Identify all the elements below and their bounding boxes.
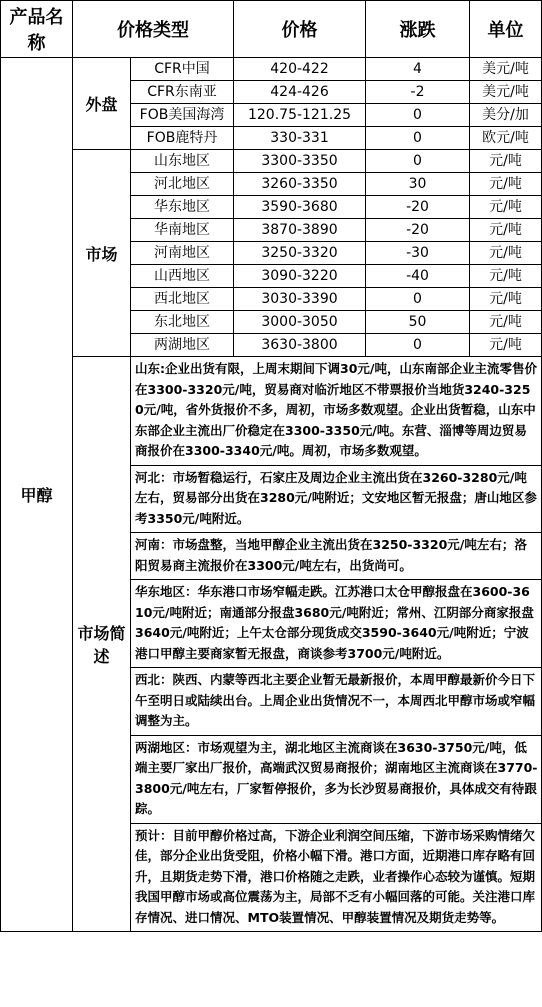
price-cell: 3090-3220 bbox=[234, 265, 366, 288]
unit-cell: 元/吨 bbox=[470, 288, 542, 311]
header-product-name: 产品名称 bbox=[1, 1, 73, 58]
price-type-cell: CFR中国 bbox=[131, 58, 234, 81]
summary-paragraph-forecast: 预计：目前甲醇价格过高，下游企业利润空间压缩，下游市场采购情绪欠佳，部分企业出货受阻，价格小幅下滑。港口方面，近期港口库存略有回升，且期货走势下滑，港口价格随之走跌，业者操作心态较为谨慎。短期我国甲醇市场或高位震荡为主，局部不乏有小幅回落的可能。关注港口库存情况、进口情况、MTO装置情况、甲醇装置情况及期货走势等。 bbox=[131, 823, 542, 932]
price-type-cell: 华东地区 bbox=[131, 196, 234, 219]
header-price: 价格 bbox=[234, 1, 366, 58]
price-cell: 3030-3390 bbox=[234, 288, 366, 311]
price-cell: 3260-3350 bbox=[234, 173, 366, 196]
change-cell: -30 bbox=[366, 242, 470, 265]
price-type-cell: 河南地区 bbox=[131, 242, 234, 265]
summary-paragraph-northwest: 西北：陕西、内蒙等西北主要企业暂无最新报价，本周甲醇最新价今日下午至明日或陆续出台。上周企业出货情况不一，本周西北甲醇市场或窄幅调整为主。 bbox=[131, 668, 542, 736]
summary-label: 市场简述 bbox=[73, 357, 131, 932]
change-cell: 0 bbox=[366, 334, 470, 357]
unit-cell: 元/吨 bbox=[470, 219, 542, 242]
price-cell: 3000-3050 bbox=[234, 311, 366, 334]
header-unit: 单位 bbox=[470, 1, 542, 58]
change-cell: 0 bbox=[366, 150, 470, 173]
unit-cell: 美元/吨 bbox=[470, 58, 542, 81]
summary-paragraph-lianghu: 两湖地区：市场观望为主，湖北地区主流商谈在3630-3750元/吨，低端主要厂家出厂报价，高端武汉贸易商报价；湖南地区主流商谈在3770-3800元/吨左右，厂家暂停报价，多为长沙贸易商报价，具体成交有待跟踪。 bbox=[131, 735, 542, 823]
header-change: 涨跌 bbox=[366, 1, 470, 58]
unit-cell: 元/吨 bbox=[470, 311, 542, 334]
price-cell: 3300-3350 bbox=[234, 150, 366, 173]
price-type-cell: 东北地区 bbox=[131, 311, 234, 334]
change-cell: 0 bbox=[366, 104, 470, 127]
header-price-type: 价格类型 bbox=[73, 1, 234, 58]
price-type-cell: 两湖地区 bbox=[131, 334, 234, 357]
unit-cell: 元/吨 bbox=[470, 242, 542, 265]
price-cell: 3590-3680 bbox=[234, 196, 366, 219]
change-cell: -2 bbox=[366, 81, 470, 104]
unit-cell: 元/吨 bbox=[470, 173, 542, 196]
price-type-cell: FOB美国海湾 bbox=[131, 104, 234, 127]
table-row bbox=[1, 150, 542, 173]
market-label: 市场 bbox=[73, 150, 131, 357]
unit-cell: 元/吨 bbox=[470, 150, 542, 173]
change-cell: 30 bbox=[366, 173, 470, 196]
price-cell: 330-331 bbox=[234, 127, 366, 150]
price-cell: 3630-3800 bbox=[234, 334, 366, 357]
table-row bbox=[1, 58, 542, 81]
summary-paragraph-henan: 河南：市场盘整，当地甲醇企业主流出货在3250-3320元/吨左右；洛阳贸易商主流报价在3300元/吨左右，出货尚可。 bbox=[131, 533, 542, 580]
price-cell: 120.75-121.25 bbox=[234, 104, 366, 127]
change-cell: 0 bbox=[366, 288, 470, 311]
unit-cell: 美分/加 bbox=[470, 104, 542, 127]
change-cell: 4 bbox=[366, 58, 470, 81]
price-cell: 420-422 bbox=[234, 58, 366, 81]
price-type-cell: 山西地区 bbox=[131, 265, 234, 288]
change-cell: -40 bbox=[366, 265, 470, 288]
summary-paragraph-east-china: 华东地区：华东港口市场窄幅走跌。江苏港口太仓甲醇报盘在3600-3610元/吨附近；南通部分报盘3680元/吨附近；常州、江阴部分商家报盘3640元/吨附近；上午太仓部分现货成交3590-3640元/吨附近；宁波港口甲醇主要商家暂无报盘，商谈参考3700元/吨附近。 bbox=[131, 580, 542, 668]
summary-paragraph-hebei: 河北：市场暂稳运行，石家庄及周边企业主流出货在3260-3280元/吨左右，贸易部分出货在3280元/吨附近；文安地区暂无报盘；唐山地区参考3350元/吨附近。 bbox=[131, 465, 542, 533]
unit-cell: 美元/吨 bbox=[470, 81, 542, 104]
change-cell: 50 bbox=[366, 311, 470, 334]
summary-row bbox=[1, 357, 542, 466]
unit-cell: 欧元/吨 bbox=[470, 127, 542, 150]
price-cell: 3870-3890 bbox=[234, 219, 366, 242]
change-cell: -20 bbox=[366, 219, 470, 242]
price-type-cell: CFR东南亚 bbox=[131, 81, 234, 104]
price-cell: 424-426 bbox=[234, 81, 366, 104]
unit-cell: 元/吨 bbox=[470, 334, 542, 357]
price-type-cell: 河北地区 bbox=[131, 173, 234, 196]
foreign-label: 外盘 bbox=[73, 58, 131, 150]
product-name-cell: 甲醇 bbox=[1, 58, 73, 932]
price-type-cell: 华南地区 bbox=[131, 219, 234, 242]
unit-cell: 元/吨 bbox=[470, 196, 542, 219]
summary-paragraph-shandong: 山东:企业出货有限，上周末期间下调30元/吨，山东南部企业主流零售价在3300-3320元/吨，贸易商对临沂地区不带票报价当地货3240-3250元/吨，省外货报价不多，周初，市场多数观望。企业出货暂稳，山东中东部企业主流出厂价稳定在3300-3350元/吨。东营、淄博等周边贸易商报价在3300-3340元/吨。周初，市场多数观望。 bbox=[131, 357, 542, 466]
unit-cell: 元/吨 bbox=[470, 265, 542, 288]
header-row bbox=[1, 1, 542, 58]
change-cell: -20 bbox=[366, 196, 470, 219]
price-type-cell: FOB鹿特丹 bbox=[131, 127, 234, 150]
price-type-cell: 山东地区 bbox=[131, 150, 234, 173]
change-cell: 0 bbox=[366, 127, 470, 150]
price-type-cell: 西北地区 bbox=[131, 288, 234, 311]
price-cell: 3250-3320 bbox=[234, 242, 366, 265]
